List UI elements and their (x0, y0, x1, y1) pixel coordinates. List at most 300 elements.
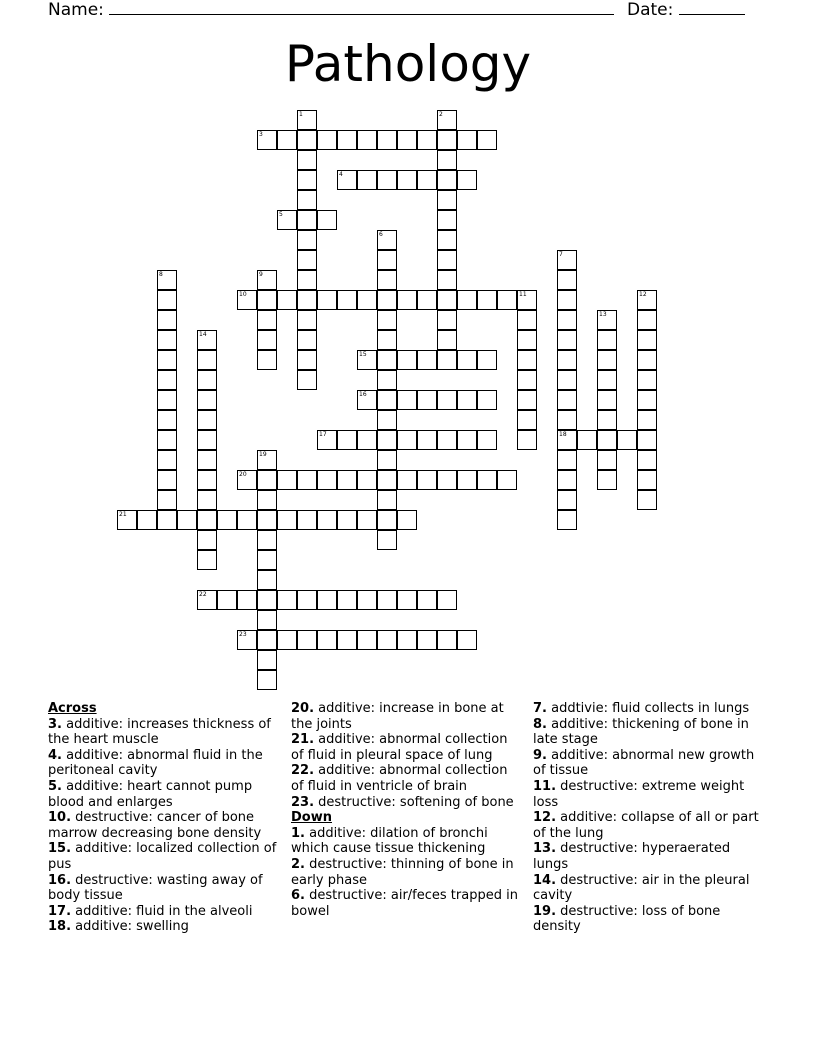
crossword-cell[interactable] (397, 510, 417, 530)
crossword-cell[interactable] (297, 270, 317, 290)
crossword-cell[interactable] (157, 270, 177, 290)
crossword-cell[interactable] (337, 470, 357, 490)
crossword-cell[interactable] (377, 270, 397, 290)
crossword-cell[interactable] (557, 450, 577, 470)
crossword-cell[interactable] (377, 390, 397, 410)
across-clue (48, 810, 280, 841)
crossword-cell[interactable] (397, 630, 417, 650)
clue-text: destructive: softening of bone (314, 794, 514, 810)
crossword-cell[interactable] (297, 170, 317, 190)
across-clue (48, 717, 280, 748)
across-clue (48, 779, 280, 810)
crossword-cell[interactable] (497, 470, 517, 490)
name-label: Name: (48, 0, 104, 20)
crossword-cell[interactable] (317, 290, 337, 310)
crossword-cell[interactable] (437, 350, 457, 370)
clue-num: 8. (533, 716, 547, 732)
crossword-cell[interactable] (357, 590, 377, 610)
crossword-cell[interactable] (277, 470, 297, 490)
crossword-cell[interactable] (557, 390, 577, 410)
clue-text: additive: dilation of bronchi which cause tissue thickening (291, 825, 488, 857)
crossword-cell[interactable] (517, 390, 537, 410)
clue-num: 13. (533, 841, 557, 857)
down-clue (533, 841, 765, 872)
crossword-cell[interactable] (277, 590, 297, 610)
crossword-cell[interactable] (337, 170, 357, 190)
crossword-cell[interactable] (557, 490, 577, 510)
crossword-cell[interactable] (357, 130, 377, 150)
crossword-cell[interactable] (337, 510, 357, 530)
crossword-cell[interactable] (637, 330, 657, 350)
down-clue (533, 701, 765, 717)
clue-num: 17. (48, 903, 72, 919)
down-heading: Down (291, 810, 332, 826)
clue-num: 1. (291, 825, 305, 841)
crossword-cell[interactable] (417, 590, 437, 610)
crossword-cell[interactable] (437, 270, 457, 290)
crossword-cell[interactable] (277, 510, 297, 530)
crossword-cell[interactable] (157, 450, 177, 470)
crossword-cell[interactable] (157, 370, 177, 390)
crossword-cell[interactable] (157, 410, 177, 430)
crossword-cell[interactable] (557, 330, 577, 350)
crossword-cell[interactable] (377, 250, 397, 270)
crossword-cell[interactable] (197, 470, 217, 490)
crossword-cell[interactable] (257, 610, 277, 630)
clue-text: destructive: extreme weight loss (533, 778, 745, 810)
crossword-cell[interactable] (437, 290, 457, 310)
crossword-cell[interactable] (437, 250, 457, 270)
crossword-cell[interactable] (217, 510, 237, 530)
clues-column-2 (291, 701, 523, 919)
clue-text: addtivie: fluid collects in lungs (546, 701, 750, 716)
crossword-cell[interactable] (197, 390, 217, 410)
across-clue (291, 795, 523, 811)
crossword-cell[interactable] (477, 350, 497, 370)
clue-num: 11. (533, 778, 557, 794)
crossword-cell[interactable] (457, 470, 477, 490)
clues-column-3 (533, 701, 765, 935)
crossword-cell[interactable] (437, 150, 457, 170)
crossword-cell[interactable] (337, 430, 357, 450)
crossword-cell[interactable] (597, 330, 617, 350)
crossword-cell[interactable] (377, 490, 397, 510)
clue-number: 15 (359, 351, 367, 358)
crossword-cell[interactable] (337, 630, 357, 650)
crossword-cell[interactable] (197, 550, 217, 570)
clue-num: 2. (291, 856, 305, 872)
down-clue (533, 779, 765, 810)
crossword-cell[interactable] (357, 630, 377, 650)
crossword-cell[interactable] (377, 530, 397, 550)
crossword-cell[interactable] (597, 410, 617, 430)
crossword-cell[interactable] (257, 450, 277, 470)
crossword-cell[interactable] (457, 390, 477, 410)
clue-number: 6 (379, 231, 383, 238)
clue-number: 5 (279, 211, 283, 218)
crossword-cell[interactable] (257, 650, 277, 670)
crossword-cell[interactable] (257, 470, 277, 490)
clue-num: 22. (291, 763, 315, 779)
crossword-cell[interactable] (517, 430, 537, 450)
crossword-cell[interactable] (277, 630, 297, 650)
crossword-cell[interactable] (297, 230, 317, 250)
crossword-cell[interactable] (597, 430, 617, 450)
crossword-cell[interactable] (457, 630, 477, 650)
crossword-cell[interactable] (417, 130, 437, 150)
crossword-cell[interactable] (357, 390, 377, 410)
across-clue (48, 748, 280, 779)
crossword-cell[interactable] (437, 190, 457, 210)
crossword-cell[interactable] (337, 130, 357, 150)
down-clue (533, 717, 765, 748)
crossword-cell[interactable] (297, 130, 317, 150)
crossword-cell[interactable] (417, 430, 437, 450)
crossword-cell[interactable] (297, 370, 317, 390)
crossword-cell[interactable] (637, 430, 657, 450)
crossword-cell[interactable] (417, 350, 437, 370)
crossword-cell[interactable] (157, 330, 177, 350)
crossword-cell[interactable] (357, 430, 377, 450)
clue-num: 5. (48, 778, 62, 794)
clue-number: 9 (259, 271, 263, 278)
crossword-cell[interactable] (477, 290, 497, 310)
clue-text: additive: abnormal collection of fluid in pleural space of lung (291, 732, 508, 763)
clue-num: 19. (533, 903, 557, 919)
down-clue (291, 826, 523, 857)
crossword-cell[interactable] (557, 270, 577, 290)
down-clue (291, 857, 523, 888)
crossword-cell[interactable] (437, 590, 457, 610)
crossword-cell[interactable] (437, 210, 457, 230)
crossword-cell[interactable] (257, 570, 277, 590)
crossword-cell[interactable] (237, 590, 257, 610)
crossword-cell[interactable] (257, 590, 277, 610)
down-clue (533, 904, 765, 935)
crossword-cell[interactable] (417, 470, 437, 490)
crossword-cell[interactable] (297, 110, 317, 130)
crossword-cell[interactable] (517, 290, 537, 310)
crossword-cell[interactable] (377, 450, 397, 470)
crossword-cell[interactable] (477, 130, 497, 150)
clue-text: destructive: wasting away of body tissue (48, 872, 263, 904)
crossword-cell[interactable] (297, 510, 317, 530)
crossword-cell[interactable] (197, 430, 217, 450)
crossword-cell[interactable] (557, 370, 577, 390)
down-clue (533, 748, 765, 779)
crossword-cell[interactable] (557, 430, 577, 450)
crossword-cell[interactable] (257, 550, 277, 570)
clue-num: 15. (48, 841, 72, 857)
crossword-cell[interactable] (297, 310, 317, 330)
crossword-cell[interactable] (397, 350, 417, 370)
crossword-cell[interactable] (557, 290, 577, 310)
date-label: Date: (627, 0, 674, 20)
crossword-cell[interactable] (257, 350, 277, 370)
crossword-cell[interactable] (377, 370, 397, 390)
crossword-cell[interactable] (397, 130, 417, 150)
crossword-cell[interactable] (637, 470, 657, 490)
page-title: Pathology (284, 35, 532, 93)
crossword-cell[interactable] (617, 430, 637, 450)
clue-text: additive: increases thickness of the heart muscle (48, 716, 271, 748)
crossword-cell[interactable] (337, 290, 357, 310)
crossword-cell[interactable] (257, 310, 277, 330)
crossword-cell[interactable] (297, 290, 317, 310)
crossword-cell[interactable] (417, 630, 437, 650)
crossword-cell[interactable] (597, 470, 617, 490)
crossword-cell[interactable] (377, 130, 397, 150)
crossword-cell[interactable] (297, 250, 317, 270)
crossword-cell[interactable] (397, 170, 417, 190)
crossword-cell[interactable] (357, 350, 377, 370)
crossword-cell[interactable] (557, 350, 577, 370)
clue-text: additive: abnormal new growth of tissue (533, 747, 755, 779)
crossword-cell[interactable] (637, 350, 657, 370)
crossword-cell[interactable] (317, 130, 337, 150)
crossword-cell[interactable] (297, 330, 317, 350)
crossword-cell[interactable] (597, 370, 617, 390)
crossword-cell[interactable] (177, 510, 197, 530)
clue-num: 21. (291, 732, 315, 748)
crossword-cell[interactable] (237, 510, 257, 530)
crossword-cell[interactable] (437, 310, 457, 330)
clue-text: additive: collapse of all or part of the lung (533, 810, 759, 841)
across-clue (48, 873, 280, 904)
clue-number: 12 (639, 291, 647, 298)
crossword-cell[interactable] (257, 530, 277, 550)
crossword-cell[interactable] (377, 410, 397, 430)
crossword-cell[interactable] (277, 210, 297, 230)
crossword-cell[interactable] (257, 290, 277, 310)
clue-text: destructive: air/feces trapped in bowel (291, 888, 518, 919)
crossword-cell[interactable] (197, 410, 217, 430)
down-clue (291, 888, 523, 919)
clue-number: 16 (359, 391, 367, 398)
clue-text: additive: localized collection of pus (48, 841, 277, 872)
crossword-cell[interactable] (377, 630, 397, 650)
crossword-cell[interactable] (437, 170, 457, 190)
crossword-cell[interactable] (437, 330, 457, 350)
crossword-cell[interactable] (157, 510, 177, 530)
crossword-cell[interactable] (357, 170, 377, 190)
clue-num: 7. (533, 701, 547, 716)
crossword-cell[interactable] (377, 310, 397, 330)
clue-number: 22 (199, 591, 207, 598)
clue-num: 18. (48, 919, 72, 935)
crossword-cell[interactable] (237, 630, 257, 650)
clue-num: 6. (291, 888, 305, 904)
crossword-cell[interactable] (497, 290, 517, 310)
crossword-cell[interactable] (157, 310, 177, 330)
crossword-cell[interactable] (477, 430, 497, 450)
clue-number: 4 (339, 171, 343, 178)
crossword-cell[interactable] (237, 470, 257, 490)
crossword-cell[interactable] (517, 310, 537, 330)
crossword-cell[interactable] (257, 670, 277, 690)
crossword-cell[interactable] (377, 230, 397, 250)
across-clue (48, 904, 280, 920)
crossword-cell[interactable] (637, 450, 657, 470)
crossword-cell[interactable] (197, 370, 217, 390)
crossword-cell[interactable] (457, 170, 477, 190)
crossword-cell[interactable] (197, 510, 217, 530)
crossword-cell[interactable] (297, 590, 317, 610)
crossword-cell[interactable] (377, 510, 397, 530)
crossword-cell[interactable] (397, 390, 417, 410)
crossword-cell[interactable] (597, 390, 617, 410)
clue-number: 8 (159, 271, 163, 278)
crossword-cell[interactable] (557, 310, 577, 330)
crossword-cell[interactable] (457, 290, 477, 310)
crossword-cell[interactable] (197, 530, 217, 550)
crossword-cell[interactable] (237, 290, 257, 310)
crossword-cell[interactable] (157, 430, 177, 450)
clue-num: 16. (48, 872, 72, 888)
crossword-cell[interactable] (317, 590, 337, 610)
across-heading: Across (48, 701, 97, 716)
crossword-cell[interactable] (297, 150, 317, 170)
crossword-cell[interactable] (257, 330, 277, 350)
crossword-cell[interactable] (297, 190, 317, 210)
crossword-cell[interactable] (597, 350, 617, 370)
crossword-cell[interactable] (297, 470, 317, 490)
crossword-cell[interactable] (317, 510, 337, 530)
clue-text: destructive: hyperaerated lungs (533, 841, 731, 872)
crossword-cell[interactable] (317, 210, 337, 230)
crossword-cell[interactable] (257, 270, 277, 290)
crossword-cell[interactable] (517, 410, 537, 430)
clue-number: 17 (319, 431, 327, 438)
clue-text: additive: thickening of bone in late stage (533, 716, 749, 748)
clue-text: additive: abnormal fluid in the peritoneal cavity (48, 747, 263, 779)
crossword-cell[interactable] (337, 590, 357, 610)
crossword-cell[interactable] (637, 290, 657, 310)
crossword-cell[interactable] (637, 490, 657, 510)
clue-text: destructive: air in the pleural cavity (533, 872, 750, 904)
crossword-cell[interactable] (257, 130, 277, 150)
clue-text: additive: abnormal collection of fluid in ventricle of brain (291, 763, 508, 794)
crossword-cell[interactable] (197, 350, 217, 370)
crossword-cell[interactable] (377, 290, 397, 310)
crossword-cell[interactable] (277, 290, 297, 310)
crossword-cell[interactable] (417, 390, 437, 410)
crossword-cell[interactable] (377, 430, 397, 450)
crossword-cell[interactable] (437, 470, 457, 490)
crossword-cell[interactable] (257, 510, 277, 530)
crossword-cell[interactable] (257, 630, 277, 650)
crossword-cell[interactable] (397, 290, 417, 310)
down-clue (533, 873, 765, 904)
clue-num: 12. (533, 810, 557, 826)
crossword-cell[interactable] (517, 350, 537, 370)
crossword-cell[interactable] (317, 470, 337, 490)
crossword-cell[interactable] (557, 250, 577, 270)
crossword-cell[interactable] (197, 450, 217, 470)
crossword-cell[interactable] (477, 470, 497, 490)
crossword-cell[interactable] (277, 130, 297, 150)
crossword-cell[interactable] (257, 490, 277, 510)
crossword-cell[interactable] (557, 470, 577, 490)
crossword-cell[interactable] (437, 230, 457, 250)
crossword-cell[interactable] (417, 170, 437, 190)
across-clue (291, 763, 523, 794)
crossword-cell[interactable] (457, 430, 477, 450)
crossword-cell[interactable] (377, 590, 397, 610)
crossword-cell[interactable] (357, 510, 377, 530)
crossword-cell[interactable] (637, 410, 657, 430)
crossword-cell[interactable] (217, 590, 237, 610)
crossword-cell[interactable] (597, 310, 617, 330)
clue-number: 3 (259, 131, 263, 138)
across-clue (291, 732, 523, 763)
across-clue (291, 701, 523, 732)
crossword-cell[interactable] (157, 470, 177, 490)
crossword-cell[interactable] (517, 330, 537, 350)
crossword-cell[interactable] (297, 350, 317, 370)
crossword-cell[interactable] (197, 330, 217, 350)
clue-text: destructive: loss of bone density (533, 903, 721, 935)
crossword-cell[interactable] (397, 590, 417, 610)
clue-number: 1 (299, 111, 303, 118)
crossword-cell[interactable] (457, 350, 477, 370)
crossword-cell[interactable] (437, 390, 457, 410)
crossword-cell[interactable] (637, 310, 657, 330)
crossword-cell[interactable] (557, 510, 577, 530)
crossword-cell[interactable] (297, 210, 317, 230)
crossword-cell[interactable] (157, 290, 177, 310)
crossword-cell[interactable] (437, 430, 457, 450)
crossword-cell[interactable] (157, 490, 177, 510)
crossword-cell[interactable] (397, 470, 417, 490)
crossword-cell[interactable] (377, 330, 397, 350)
crossword-cell[interactable] (577, 430, 597, 450)
crossword-cell[interactable] (297, 630, 317, 650)
crossword-cell[interactable] (437, 630, 457, 650)
clue-num: 4. (48, 747, 62, 763)
crossword-cell[interactable] (397, 430, 417, 450)
crossword-cell[interactable] (157, 390, 177, 410)
crossword-cell[interactable] (417, 290, 437, 310)
crossword-cell[interactable] (317, 430, 337, 450)
crossword-cell[interactable] (197, 590, 217, 610)
crossword-cell[interactable] (357, 290, 377, 310)
crossword-cell[interactable] (117, 510, 137, 530)
crossword-cell[interactable] (597, 450, 617, 470)
clue-num: 3. (48, 716, 62, 732)
clue-num: 23. (291, 794, 315, 810)
crossword-cell[interactable] (437, 130, 457, 150)
crossword-cell[interactable] (317, 630, 337, 650)
clue-number: 13 (599, 311, 607, 318)
clue-text: destructive: cancer of bone marrow decreasing bone density (48, 810, 262, 841)
clue-num: 10. (48, 810, 72, 826)
crossword-cell[interactable] (377, 350, 397, 370)
crossword-cell[interactable] (437, 110, 457, 130)
crossword-cell[interactable] (137, 510, 157, 530)
crossword-cell[interactable] (157, 350, 177, 370)
crossword-cell[interactable] (357, 470, 377, 490)
crossword-cell[interactable] (457, 130, 477, 150)
crossword-cell[interactable] (517, 370, 537, 390)
crossword-cell[interactable] (557, 410, 577, 430)
crossword-cell[interactable] (477, 390, 497, 410)
crossword-cell[interactable] (197, 490, 217, 510)
crossword-cell[interactable] (637, 390, 657, 410)
crossword-cell[interactable] (377, 170, 397, 190)
crossword-cell[interactable] (377, 470, 397, 490)
crossword-cell[interactable] (637, 370, 657, 390)
